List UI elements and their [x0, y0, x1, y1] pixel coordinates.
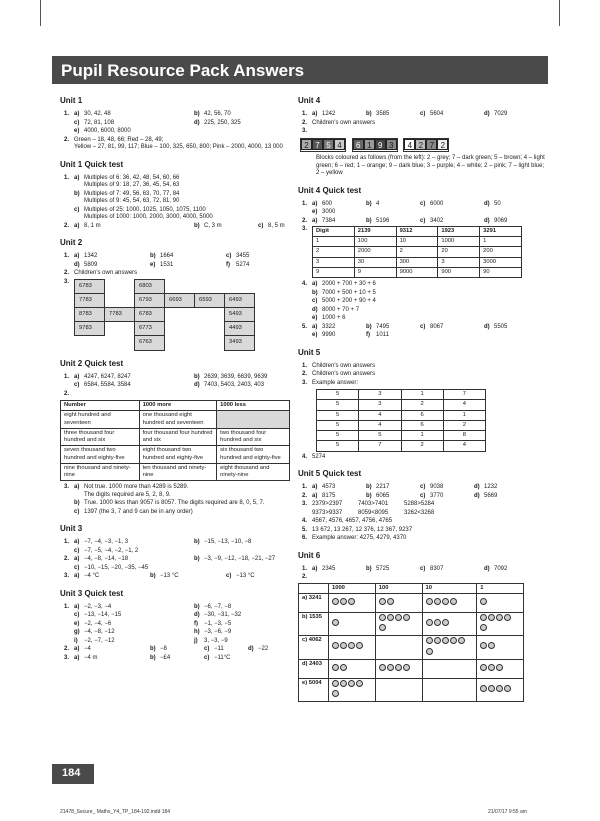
u2qt-q3a: 3. a) Not true. 1000 more than 4289 is 5289. The digits required are 5, 2, 8, 9.: [64, 484, 189, 498]
counter-icon: [379, 624, 386, 631]
counter-icon: [348, 642, 355, 649]
counter-icon: [348, 598, 355, 605]
counter-icon: [442, 637, 449, 644]
counter-icon: [332, 619, 339, 626]
u4qt-q2: 2. a) 7384 b) 5196 c) 3402 d) 9069: [302, 217, 508, 224]
u6-row-label: b) 1535: [299, 612, 329, 635]
u3-q1c: c) −7, −5, −4, −2, −1, 2: [74, 547, 139, 554]
unit5qt-heading: Unit 5 Quick test: [298, 469, 362, 479]
u2-q2: 2. Children's own answers: [64, 270, 138, 276]
u6-counter-cell: [329, 678, 376, 701]
u6-counter-cell: [375, 612, 422, 635]
counter-icon: [504, 685, 511, 692]
u6-counter-cell: [422, 612, 477, 635]
u5qt-q6: 6. Example answer: 4275, 4279, 4370: [302, 535, 407, 542]
u6-counter-cell: [375, 593, 422, 612]
u4qt-q4d: d) 8000 + 70 + 7: [312, 306, 360, 313]
u3qt-r3: g) −4, −8, −12 h) −3, −6, −9: [74, 629, 232, 636]
counter-icon: [426, 648, 433, 655]
unit4qt-heading: Unit 4 Quick test: [298, 185, 362, 195]
u3qt-r4: i) −2, −7, −12 j) 3, −3, −9: [74, 637, 228, 644]
counter-icon: [387, 598, 394, 605]
u1-q2: 2. Green – 18, 48, 66; Red – 28, 49; Yellow – 27, 81, 99, 117; Blue – 100, 325, 650, 800; Pink – 2000, 4000, 13 000: [64, 136, 283, 150]
u6-row: [299, 636, 524, 659]
left-column: [60, 88, 298, 663]
u3qt-q2: 2. a) −4 b) −8 c) −11 d) −22: [64, 646, 269, 653]
u6-row: [299, 659, 524, 678]
unit3qt-heading: Unit 3 Quick test: [60, 588, 124, 598]
u3qt-q3: 3. a) −4 m b) −£4 c) −11°C: [64, 654, 231, 661]
counter-icon: [480, 624, 487, 631]
counter-icon: [340, 598, 347, 605]
u2-number-grid: 6783 6803 7783 6793 6693 6593 6493 8783 7783 6783 5493 9783 6773 4493 6763 3493: [74, 279, 255, 351]
counter-icon: [426, 619, 433, 626]
u6-counter-cell: [477, 593, 524, 612]
counter-icon: [426, 598, 433, 605]
page-number: 184: [52, 764, 94, 784]
u5qt-q1: 1. a) 4573 b) 2217 c) 9038 d) 1232: [302, 484, 498, 491]
u1qt-c: c) Multiples of 25: 1000, 1025, 1050, 1075, 1100 Multiples of 1000: 1000, 2000, 3000, 4000, 5000: [74, 206, 213, 220]
unit2-heading: Unit 2: [60, 238, 83, 247]
counter-icon: [442, 598, 449, 605]
u4qt-q4b: b) 7000 + 500 + 10 + 5: [312, 289, 376, 296]
u2-q3: 3. 6783 6803 7783 6793 6693 6593 6493 8783 7783 6783 5493 9783 6773 4493 6763 3493: [60, 279, 298, 351]
counter-icon: [480, 685, 487, 692]
counter-icon: [442, 619, 449, 626]
counter-icon: [434, 619, 441, 626]
counter-icon: [379, 664, 386, 671]
unit4-heading: Unit 4: [298, 96, 321, 105]
u3-q2c: c) −10, −15, −20, −35, −45: [74, 564, 149, 571]
u6-row-label: c) 4062: [299, 636, 329, 659]
counter-icon: [496, 664, 503, 671]
u4qt-q4c: c) 5000 + 200 + 90 + 4: [312, 298, 376, 305]
u1qt-a: 1. a) Multiples of 6: 36, 42, 48, 54, 60, 66 Multiples of 9: 18, 27, 36, 45, 54, 63: [64, 174, 180, 188]
counter-icon: [356, 642, 363, 649]
counter-icon: [496, 614, 503, 621]
u4qt-q5e: e) 9990 f) 1011: [312, 332, 389, 339]
counter-icon: [488, 664, 495, 671]
u6-q2: 2.: [302, 574, 308, 581]
u6-counter-cell: [477, 678, 524, 701]
unit5-heading: Unit 5: [298, 347, 321, 357]
counter-icon: [340, 642, 347, 649]
u2qt-q1-row2: c) 6584, 5584, 3584 d) 7403, 5403, 2403, 403: [74, 382, 265, 389]
counter-icon: [395, 614, 402, 621]
u4qt-q4a: 4. a) 2000 + 700 + 30 + 6: [302, 281, 376, 288]
u4-q2: 2. Children's own answers: [302, 119, 376, 126]
counter-icon: [356, 680, 363, 687]
u4qt-q1e: e) 3000: [312, 209, 336, 215]
u6-counters-table: 1000 100 10 1 a) 3241 b) 1535 c) 4062 d) 2403 e) 5004: [298, 583, 524, 703]
counter-icon: [434, 598, 441, 605]
u6-counter-cell: [422, 659, 477, 678]
u6-counter-cell: [375, 659, 422, 678]
u2-q1-row2: d) 5809 e) 1531 f) 5274: [74, 261, 250, 268]
u6-row: [299, 612, 524, 635]
unit3-heading: Unit 3: [60, 524, 83, 534]
u4qt-digit-table: Digit 2139 9312 1923 3291 1 100 10 1000 1 2 2000 2 20 200 3 30 300 3 3000 9 9 9000 900 90: [312, 226, 522, 278]
crop-mark-right: [559, 0, 560, 26]
u1-q1-row2: c) 72, 81, 108 d) 225, 250, 325: [74, 119, 241, 126]
u6-q1: 1. a) 2345 b) 5725 c) 8307 d) 7092: [302, 565, 508, 572]
counter-icon: [332, 680, 339, 687]
u2qt-table: Number 1000 more 1000 less eight hundred and seventeen one thousand eight hundred and seventeen three thousand four hundred and six four thousand four hundred and six two thousand four hundred and six seven thousand two hundred and eighty-five eight thousand two hundred and eighty-five six thousand two hundred and eighty-five nine thousand and ninety-nine ten thousand and ninety-nine eight thousand and ninety-nine: [60, 400, 290, 481]
u6-counter-cell: [329, 636, 376, 659]
u4qt-q1: 1. a) 600 b) 4 c) 6000 d) 50: [302, 200, 501, 207]
counter-icon: [434, 637, 441, 644]
u5-q4: 4. 5274: [302, 453, 326, 460]
u6-counter-cell: [477, 659, 524, 678]
u6-counter-cell: [329, 659, 376, 678]
counter-icon: [403, 664, 410, 671]
unit2qt-heading: Unit 2 Quick test: [60, 358, 124, 368]
u4-q1: 1. a) 1242 b) 3585 c) 5604 d) 7029: [302, 111, 508, 117]
u5qt-q5: 5. 13 672, 13 267, 12 376, 12 367, 9237: [302, 526, 413, 533]
counter-icon: [379, 598, 386, 605]
u6-counter-cell: [477, 636, 524, 659]
counter-icon: [488, 685, 495, 692]
u5qt-q3: 3. 2379>2397 7403>7401 5288>5284: [302, 501, 435, 508]
counter-icon: [450, 637, 457, 644]
u4qt-q3: 3. Digit 2139 9312 1923 3291 1 100 10 1000 1 2 2000 2 20 200 3 30 300 3 3000 9 9 9000 900 90: [298, 226, 546, 278]
u4-q3: 3.: [302, 128, 308, 134]
u6-row-label: a) 3241: [299, 593, 329, 612]
crop-mark-left: [40, 0, 41, 26]
u6-row: [299, 678, 524, 701]
right-column: [298, 88, 546, 702]
counter-icon: [480, 598, 487, 605]
counter-icon: [340, 680, 347, 687]
u3-q2: 2. a) −4, −8, −14, −18 b) −3, −9, −12, −18, −21, −27: [64, 556, 276, 563]
u6-counter-cell: [477, 612, 524, 635]
u4qt-q5: 5. a) 3322 b) 7495 c) 8067 d) 5505: [302, 323, 508, 330]
u5-q2: 2. Children's own answers: [302, 371, 376, 378]
u2qt-q3c: c) 1397 (the 3, 7 and 9 can be in any order): [74, 508, 193, 515]
u6-counter-cell: [329, 612, 376, 635]
u2qt-q2: 2.: [64, 390, 70, 397]
u6-row-label: e) 5004: [299, 678, 329, 701]
u1-q1-row3: e) 4000, 6000, 8000: [74, 128, 131, 134]
counter-icon: [332, 642, 339, 649]
counter-icon: [340, 664, 347, 671]
counter-icon: [480, 664, 487, 671]
u6-row-label: d) 2403: [299, 659, 329, 678]
counter-icon: [450, 598, 457, 605]
u3qt-r1: c) −13, −14, −15 d) −30, −31, −32: [74, 612, 242, 619]
footer-file: 21478_Secure_ Maths_Y4_TP_184-192.indd 184: [60, 809, 171, 815]
counter-icon: [379, 614, 386, 621]
u5qt-q3b: 9373>9337 8059<8095 3262<3268: [312, 509, 435, 516]
u1-q1-row1: 1. a) 30, 42, 48 b) 42, 56, 70: [64, 111, 231, 117]
footer-date: 21/07/17 9:55 am: [488, 809, 527, 815]
counter-icon: [403, 614, 410, 621]
u6-counter-cell: [375, 636, 422, 659]
u5-q1: 1. Children's own answers: [302, 362, 376, 369]
u4-blocks: 2 7 5 4 6 1 9 3 4 2 7 2: [300, 138, 546, 153]
u6-counter-cell: [329, 593, 376, 612]
counter-icon: [488, 614, 495, 621]
u3qt-r2: e) −2, −4, −6 f) −1, −3, −5: [74, 620, 232, 627]
u5-example-table: 5 3 1 7 5 3 2 4 5 4 6 1 5 4 6 2 5 5 1 8 5 7 2 4: [316, 389, 486, 451]
u3-q1: 1. a) −7, −4, −3, −1, 3 b) −15, −13, −10, −8: [64, 539, 252, 546]
unit6-heading: Unit 6: [298, 550, 321, 560]
u2qt-q1-row1: 1. a) 4247, 6247, 8247 b) 2639, 3639, 6639, 9639: [64, 373, 268, 380]
u5-q3: 3. Example answer:: [302, 379, 359, 386]
counter-icon: [488, 642, 495, 649]
counter-icon: [332, 598, 339, 605]
counter-icon: [332, 690, 339, 697]
u5qt-q4: 4. 4567, 4576, 4657, 4756, 4765: [302, 518, 393, 525]
u6-counter-cell: [422, 678, 477, 701]
counter-icon: [480, 642, 487, 649]
u6-counter-cell: [375, 678, 422, 701]
u5qt-q2: 2. a) 8175 b) 6065 c) 3770 d) 5669: [302, 492, 498, 499]
page-title: Pupil Resource Pack Answers: [52, 56, 548, 84]
counter-icon: [504, 614, 511, 621]
u3qt-r0: 1. a) −2, −3, −4 b) −6, −7, −8: [64, 603, 232, 610]
u2-q1-row1: 1. a) 1342 b) 1664 c) 3455: [64, 253, 250, 259]
u6-counter-cell: [422, 593, 477, 612]
unit1qt-heading: Unit 1 Quick test: [60, 159, 124, 169]
u4qt-q4e: e) 1000 + 6: [312, 315, 346, 322]
counter-icon: [348, 680, 355, 687]
u4-block-desc: Blocks coloured as follows (from the left): 2 – grey; 7 – dark green; 5 – brown; 4 – light green; 6 – red; 1 – orange; 9 – dark blue; 3 – purple; 4 – white; 2 – pink; 7 – light blue; 2 – yellow: [316, 155, 545, 176]
counter-icon: [496, 685, 503, 692]
unit1-heading: Unit 1: [60, 96, 83, 105]
u6-counter-cell: [422, 636, 477, 659]
u6-row: [299, 593, 524, 612]
counter-icon: [458, 637, 465, 644]
counter-icon: [426, 637, 433, 644]
counter-icon: [395, 664, 402, 671]
u3-q3: 3. a) −4 °C b) −13 °C c) −13 °C: [64, 573, 255, 580]
counter-icon: [387, 614, 394, 621]
counter-icon: [387, 664, 394, 671]
counter-icon: [332, 664, 339, 671]
u2qt-q3b: b) True. 1000 less than 9057 is 8057. The digits required are 8, 0, 5, 7.: [74, 500, 265, 507]
u1qt-q2: 2. a) 8, 1 m b) C, 3 m c) 8, 5 m: [64, 222, 285, 229]
counter-icon: [480, 614, 487, 621]
u1qt-b: b) Multiples of 7: 49, 56, 63, 70, 77, 84 Multiples of 9: 45, 54, 63, 72, 81, 90: [74, 190, 180, 204]
